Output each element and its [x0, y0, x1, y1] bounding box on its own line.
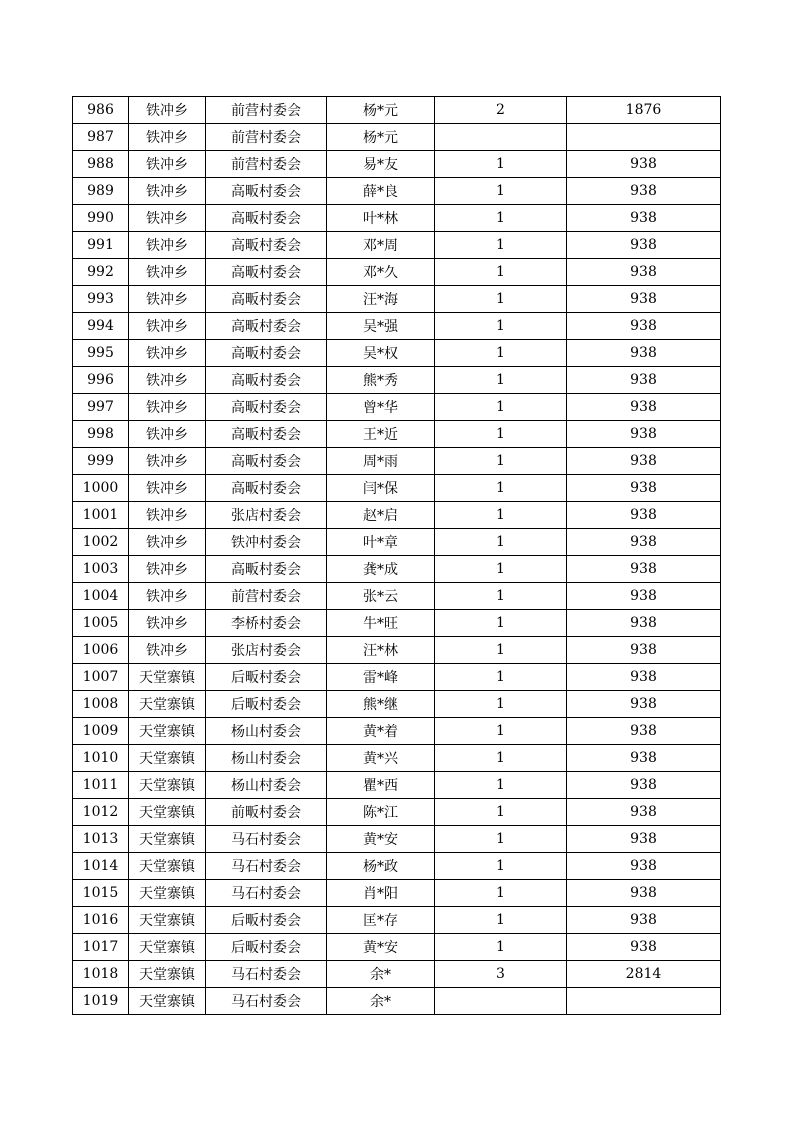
village-committee-cell: 前营村委会 [206, 151, 327, 178]
township-cell: 铁冲乡 [129, 205, 206, 232]
table-row [73, 988, 721, 1015]
count-cell: 1 [435, 934, 567, 961]
table-row [73, 799, 721, 826]
count-cell: 1 [435, 259, 567, 286]
amount-cell: 938 [567, 259, 721, 286]
person-name-cell: 叶*林 [327, 205, 435, 232]
count-cell: 1 [435, 826, 567, 853]
count-cell: 1 [435, 907, 567, 934]
township-cell: 铁冲乡 [129, 475, 206, 502]
person-name-cell: 周*雨 [327, 448, 435, 475]
row-number-cell: 1010 [73, 745, 129, 772]
village-committee-cell: 高畈村委会 [206, 367, 327, 394]
person-name-cell: 陈*江 [327, 799, 435, 826]
person-name-cell: 王*近 [327, 421, 435, 448]
village-committee-cell: 李桥村委会 [206, 610, 327, 637]
person-name-cell: 黄*安 [327, 826, 435, 853]
row-number-cell: 1015 [73, 880, 129, 907]
village-committee-cell: 高畈村委会 [206, 556, 327, 583]
count-cell: 1 [435, 529, 567, 556]
row-number-cell: 987 [73, 124, 129, 151]
amount-cell: 938 [567, 745, 721, 772]
amount-cell: 938 [567, 907, 721, 934]
person-name-cell: 余* [327, 961, 435, 988]
count-cell: 1 [435, 745, 567, 772]
count-cell: 1 [435, 556, 567, 583]
person-name-cell: 吴*强 [327, 313, 435, 340]
village-committee-cell: 马石村委会 [206, 988, 327, 1015]
person-name-cell: 杨*政 [327, 853, 435, 880]
count-cell: 1 [435, 340, 567, 367]
amount-cell: 938 [567, 421, 721, 448]
count-cell: 1 [435, 691, 567, 718]
village-committee-cell: 后畈村委会 [206, 907, 327, 934]
row-number-cell: 991 [73, 232, 129, 259]
person-name-cell: 牛*旺 [327, 610, 435, 637]
table-row [73, 394, 721, 421]
amount-cell: 938 [567, 664, 721, 691]
table-row [73, 205, 721, 232]
amount-cell: 938 [567, 394, 721, 421]
table-row [73, 475, 721, 502]
person-name-cell: 匡*存 [327, 907, 435, 934]
township-cell: 铁冲乡 [129, 367, 206, 394]
person-name-cell: 肖*阳 [327, 880, 435, 907]
person-name-cell: 黄*兴 [327, 745, 435, 772]
row-number-cell: 1012 [73, 799, 129, 826]
count-cell: 1 [435, 475, 567, 502]
person-name-cell: 邓*周 [327, 232, 435, 259]
township-cell: 天堂寨镇 [129, 880, 206, 907]
row-number-cell: 1007 [73, 664, 129, 691]
amount-cell: 938 [567, 286, 721, 313]
township-cell: 天堂寨镇 [129, 772, 206, 799]
count-cell: 1 [435, 448, 567, 475]
village-committee-cell: 高畈村委会 [206, 232, 327, 259]
person-name-cell: 张*云 [327, 583, 435, 610]
township-cell: 铁冲乡 [129, 313, 206, 340]
row-number-cell: 1003 [73, 556, 129, 583]
table-row [73, 853, 721, 880]
village-committee-cell: 高畈村委会 [206, 448, 327, 475]
table-row [73, 880, 721, 907]
row-number-cell: 996 [73, 367, 129, 394]
amount-cell: 938 [567, 637, 721, 664]
township-cell: 天堂寨镇 [129, 799, 206, 826]
amount-cell: 2814 [567, 961, 721, 988]
amount-cell: 938 [567, 691, 721, 718]
amount-cell: 938 [567, 232, 721, 259]
township-cell: 铁冲乡 [129, 151, 206, 178]
person-name-cell: 闫*保 [327, 475, 435, 502]
village-committee-cell: 杨山村委会 [206, 745, 327, 772]
table-row [73, 772, 721, 799]
row-number-cell: 1011 [73, 772, 129, 799]
table-row [73, 664, 721, 691]
village-committee-cell: 铁冲村委会 [206, 529, 327, 556]
count-cell: 1 [435, 799, 567, 826]
person-name-cell: 熊*继 [327, 691, 435, 718]
township-cell: 铁冲乡 [129, 286, 206, 313]
person-name-cell: 熊*秀 [327, 367, 435, 394]
township-cell: 铁冲乡 [129, 556, 206, 583]
township-cell: 铁冲乡 [129, 124, 206, 151]
table-row [73, 97, 721, 124]
table-row [73, 556, 721, 583]
row-number-cell: 993 [73, 286, 129, 313]
township-cell: 铁冲乡 [129, 259, 206, 286]
row-number-cell: 1014 [73, 853, 129, 880]
count-cell: 1 [435, 421, 567, 448]
person-name-cell: 曾*华 [327, 394, 435, 421]
village-committee-cell: 马石村委会 [206, 826, 327, 853]
village-committee-cell: 前畈村委会 [206, 799, 327, 826]
row-number-cell: 1006 [73, 637, 129, 664]
table-row [73, 610, 721, 637]
village-committee-cell: 高畈村委会 [206, 421, 327, 448]
table-row [73, 367, 721, 394]
person-name-cell: 赵*启 [327, 502, 435, 529]
township-cell: 铁冲乡 [129, 610, 206, 637]
township-cell: 铁冲乡 [129, 502, 206, 529]
person-name-cell: 黄*着 [327, 718, 435, 745]
table-row [73, 718, 721, 745]
village-committee-cell: 马石村委会 [206, 961, 327, 988]
township-cell: 天堂寨镇 [129, 907, 206, 934]
table-row [73, 313, 721, 340]
table-row [73, 340, 721, 367]
count-cell: 1 [435, 772, 567, 799]
count-cell: 1 [435, 367, 567, 394]
person-name-cell: 汪*林 [327, 637, 435, 664]
row-number-cell: 995 [73, 340, 129, 367]
amount-cell: 938 [567, 934, 721, 961]
row-number-cell: 1009 [73, 718, 129, 745]
amount-cell: 938 [567, 151, 721, 178]
row-number-cell: 998 [73, 421, 129, 448]
count-cell: 3 [435, 961, 567, 988]
township-cell: 天堂寨镇 [129, 934, 206, 961]
table-row [73, 745, 721, 772]
row-number-cell: 988 [73, 151, 129, 178]
amount-cell: 938 [567, 205, 721, 232]
amount-cell: 938 [567, 718, 721, 745]
village-committee-cell: 后畈村委会 [206, 664, 327, 691]
row-number-cell: 989 [73, 178, 129, 205]
count-cell [435, 124, 567, 151]
amount-cell: 938 [567, 475, 721, 502]
person-name-cell: 吴*权 [327, 340, 435, 367]
village-committee-cell: 高畈村委会 [206, 205, 327, 232]
table-row [73, 907, 721, 934]
person-name-cell: 雷*峰 [327, 664, 435, 691]
count-cell: 1 [435, 853, 567, 880]
village-committee-cell: 高畈村委会 [206, 475, 327, 502]
table-row [73, 232, 721, 259]
person-name-cell: 龚*成 [327, 556, 435, 583]
amount-cell: 938 [567, 367, 721, 394]
count-cell: 1 [435, 232, 567, 259]
person-name-cell: 薛*良 [327, 178, 435, 205]
amount-cell: 938 [567, 529, 721, 556]
table-row [73, 583, 721, 610]
row-number-cell: 1004 [73, 583, 129, 610]
amount-cell: 938 [567, 448, 721, 475]
village-committee-cell: 前营村委会 [206, 124, 327, 151]
amount-cell: 938 [567, 178, 721, 205]
village-committee-cell: 张店村委会 [206, 502, 327, 529]
row-number-cell: 994 [73, 313, 129, 340]
row-number-cell: 1001 [73, 502, 129, 529]
count-cell: 1 [435, 205, 567, 232]
amount-cell: 938 [567, 853, 721, 880]
amount-cell: 938 [567, 610, 721, 637]
row-number-cell: 1000 [73, 475, 129, 502]
row-number-cell: 986 [73, 97, 129, 124]
amount-cell: 938 [567, 502, 721, 529]
table-row [73, 286, 721, 313]
township-cell: 天堂寨镇 [129, 664, 206, 691]
table-row [73, 826, 721, 853]
row-number-cell: 1017 [73, 934, 129, 961]
amount-cell: 938 [567, 313, 721, 340]
township-cell: 铁冲乡 [129, 394, 206, 421]
count-cell: 1 [435, 880, 567, 907]
amount-cell: 938 [567, 772, 721, 799]
row-number-cell: 992 [73, 259, 129, 286]
amount-cell: 938 [567, 826, 721, 853]
table-row [73, 934, 721, 961]
township-cell: 天堂寨镇 [129, 853, 206, 880]
table-row [73, 124, 721, 151]
township-cell: 铁冲乡 [129, 178, 206, 205]
row-number-cell: 1013 [73, 826, 129, 853]
row-number-cell: 1002 [73, 529, 129, 556]
row-number-cell: 1008 [73, 691, 129, 718]
village-committee-cell: 后畈村委会 [206, 934, 327, 961]
village-committee-cell: 高畈村委会 [206, 340, 327, 367]
table-row [73, 448, 721, 475]
amount-cell [567, 124, 721, 151]
amount-cell [567, 988, 721, 1015]
amount-cell: 1876 [567, 97, 721, 124]
person-name-cell: 黄*安 [327, 934, 435, 961]
village-committee-cell: 高畈村委会 [206, 286, 327, 313]
township-cell: 天堂寨镇 [129, 988, 206, 1015]
village-committee-cell: 马石村委会 [206, 853, 327, 880]
count-cell: 1 [435, 610, 567, 637]
amount-cell: 938 [567, 340, 721, 367]
count-cell: 1 [435, 637, 567, 664]
township-cell: 天堂寨镇 [129, 826, 206, 853]
village-committee-cell: 马石村委会 [206, 880, 327, 907]
person-name-cell: 汪*海 [327, 286, 435, 313]
person-name-cell: 邓*久 [327, 259, 435, 286]
township-cell: 铁冲乡 [129, 448, 206, 475]
table-row [73, 421, 721, 448]
village-committee-cell: 前营村委会 [206, 583, 327, 610]
count-cell: 1 [435, 394, 567, 421]
village-committee-cell: 后畈村委会 [206, 691, 327, 718]
count-cell: 1 [435, 502, 567, 529]
township-cell: 铁冲乡 [129, 637, 206, 664]
count-cell: 1 [435, 583, 567, 610]
township-cell: 铁冲乡 [129, 529, 206, 556]
table-row [73, 259, 721, 286]
row-number-cell: 1018 [73, 961, 129, 988]
person-name-cell: 杨*元 [327, 97, 435, 124]
village-committee-cell: 前营村委会 [206, 97, 327, 124]
count-cell: 1 [435, 178, 567, 205]
count-cell: 1 [435, 664, 567, 691]
person-name-cell: 瞿*西 [327, 772, 435, 799]
township-cell: 天堂寨镇 [129, 718, 206, 745]
amount-cell: 938 [567, 799, 721, 826]
row-number-cell: 997 [73, 394, 129, 421]
count-cell: 2 [435, 97, 567, 124]
person-name-cell: 杨*元 [327, 124, 435, 151]
village-committee-cell: 高畈村委会 [206, 313, 327, 340]
count-cell: 1 [435, 313, 567, 340]
row-number-cell: 1005 [73, 610, 129, 637]
township-cell: 铁冲乡 [129, 583, 206, 610]
township-cell: 铁冲乡 [129, 97, 206, 124]
village-committee-cell: 高畈村委会 [206, 178, 327, 205]
village-committee-cell: 杨山村委会 [206, 772, 327, 799]
village-committee-cell: 张店村委会 [206, 637, 327, 664]
table-row [73, 178, 721, 205]
table-row [73, 151, 721, 178]
village-committee-cell: 杨山村委会 [206, 718, 327, 745]
township-cell: 天堂寨镇 [129, 745, 206, 772]
table-row [73, 637, 721, 664]
row-number-cell: 990 [73, 205, 129, 232]
table-row [73, 961, 721, 988]
person-name-cell: 易*友 [327, 151, 435, 178]
township-cell: 天堂寨镇 [129, 691, 206, 718]
township-cell: 铁冲乡 [129, 421, 206, 448]
roster-table-body [73, 97, 721, 1015]
count-cell [435, 988, 567, 1015]
amount-cell: 938 [567, 880, 721, 907]
row-number-cell: 999 [73, 448, 129, 475]
township-cell: 天堂寨镇 [129, 961, 206, 988]
township-cell: 铁冲乡 [129, 340, 206, 367]
person-name-cell: 叶*章 [327, 529, 435, 556]
row-number-cell: 1019 [73, 988, 129, 1015]
amount-cell: 938 [567, 583, 721, 610]
count-cell: 1 [435, 286, 567, 313]
count-cell: 1 [435, 151, 567, 178]
amount-cell: 938 [567, 556, 721, 583]
village-committee-cell: 高畈村委会 [206, 394, 327, 421]
person-name-cell: 余* [327, 988, 435, 1015]
table-row [73, 529, 721, 556]
count-cell: 1 [435, 718, 567, 745]
village-committee-cell: 高畈村委会 [206, 259, 327, 286]
table-row [73, 691, 721, 718]
township-cell: 铁冲乡 [129, 232, 206, 259]
roster-table [72, 96, 721, 1015]
row-number-cell: 1016 [73, 907, 129, 934]
table-row [73, 502, 721, 529]
